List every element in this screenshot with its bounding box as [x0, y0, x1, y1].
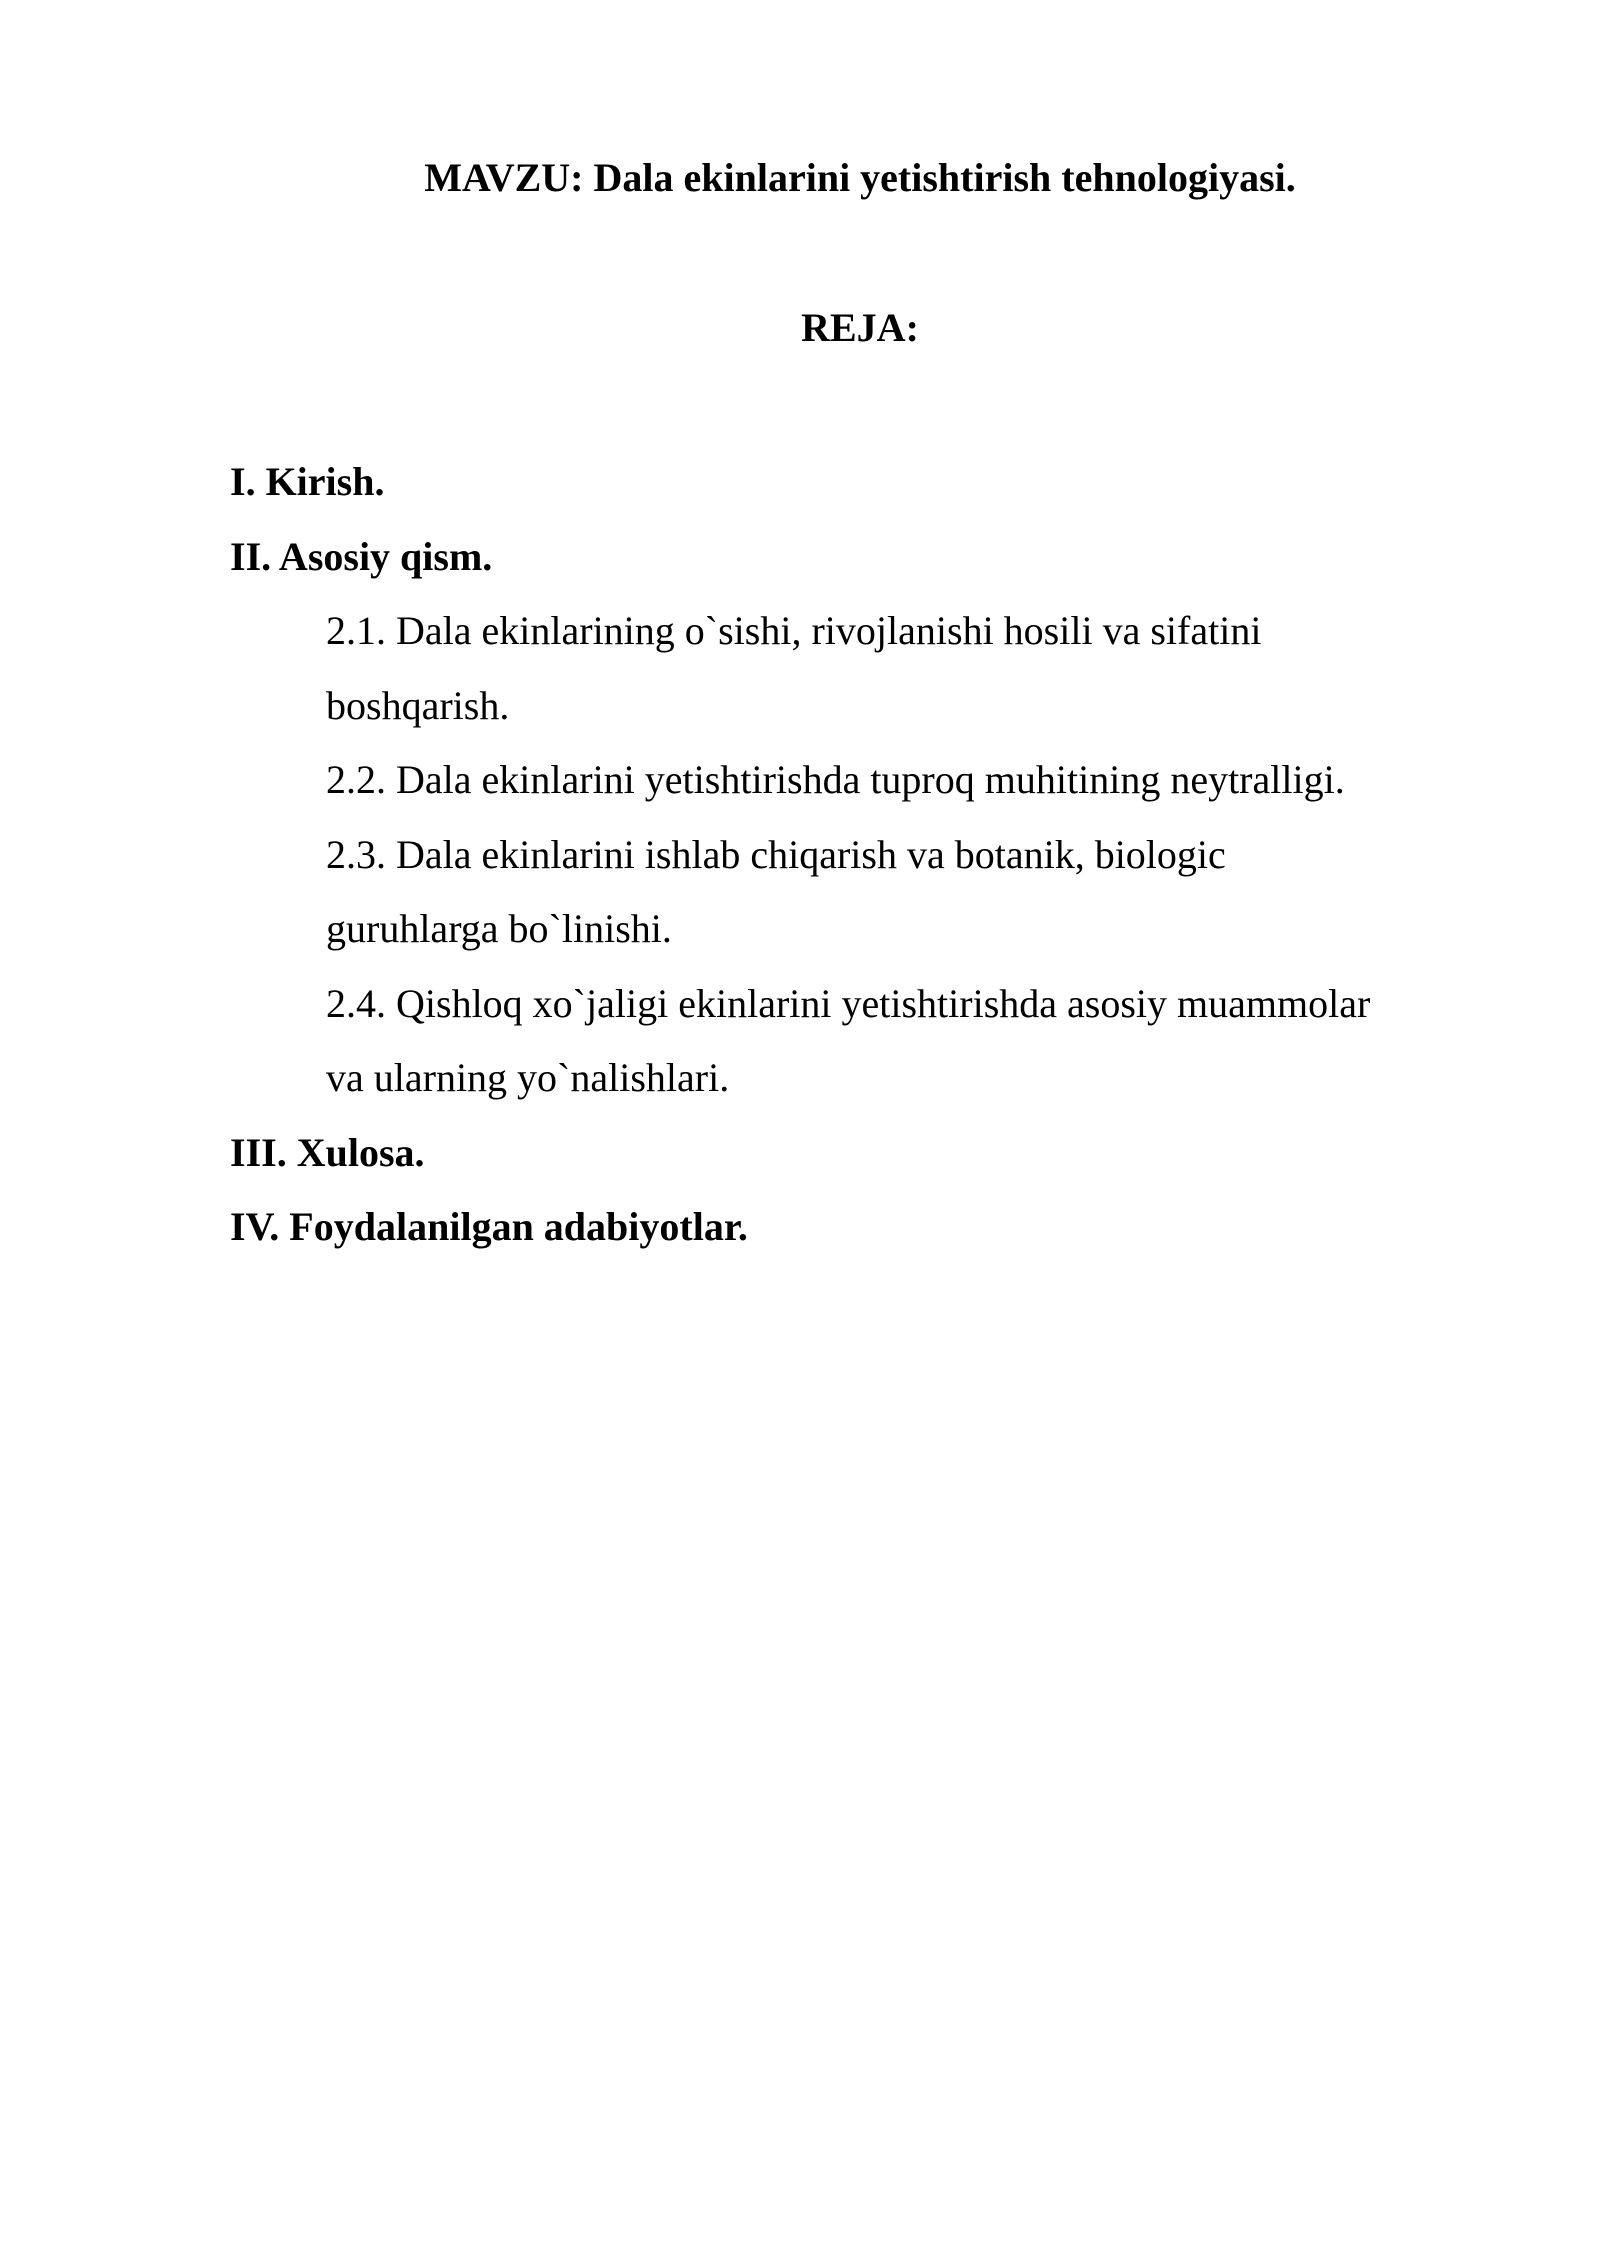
subitem-2-3-line-2: guruhlarga bo`linishi.: [326, 906, 672, 951]
plan-item-introduction: I. Kirish.: [230, 459, 385, 504]
plan-heading: REJA:: [801, 305, 919, 350]
subitem-2-1-line-1: 2.1. Dala ekinlarining o`sishi, rivojlanishi hosili va sifatini: [326, 608, 1262, 653]
subitem-2-4-line-1: 2.4. Qishloq xo`jaligi ekinlarini yetishtirishda asosiy muammolar: [326, 980, 1371, 1026]
plan-item-conclusion: III. Xulosa.: [230, 1129, 425, 1175]
plan-item-main-part: II. Asosiy qism.: [230, 533, 493, 579]
subitem-2-3-line-1: 2.3. Dala ekinlarini ishlab chiqarish va botanik, biologic: [326, 831, 1226, 877]
plan-list: [230, 445, 1470, 1265]
document-title: MAVZU: Dala ekinlarini yetishtirish tehnologiyasi.: [424, 155, 1296, 200]
plan-item-references: IV. Foydalanilgan adabiyotlar.: [230, 1204, 748, 1249]
subitem-2-4-line-2: va ularning yo`nalishlari.: [326, 1055, 730, 1100]
subitem-2-1-line-2: boshqarish.: [326, 682, 510, 728]
subitem-2-2: 2.2. Dala ekinlarini yetishtirishda tuproq muhitining neytralligi.: [326, 757, 1345, 802]
